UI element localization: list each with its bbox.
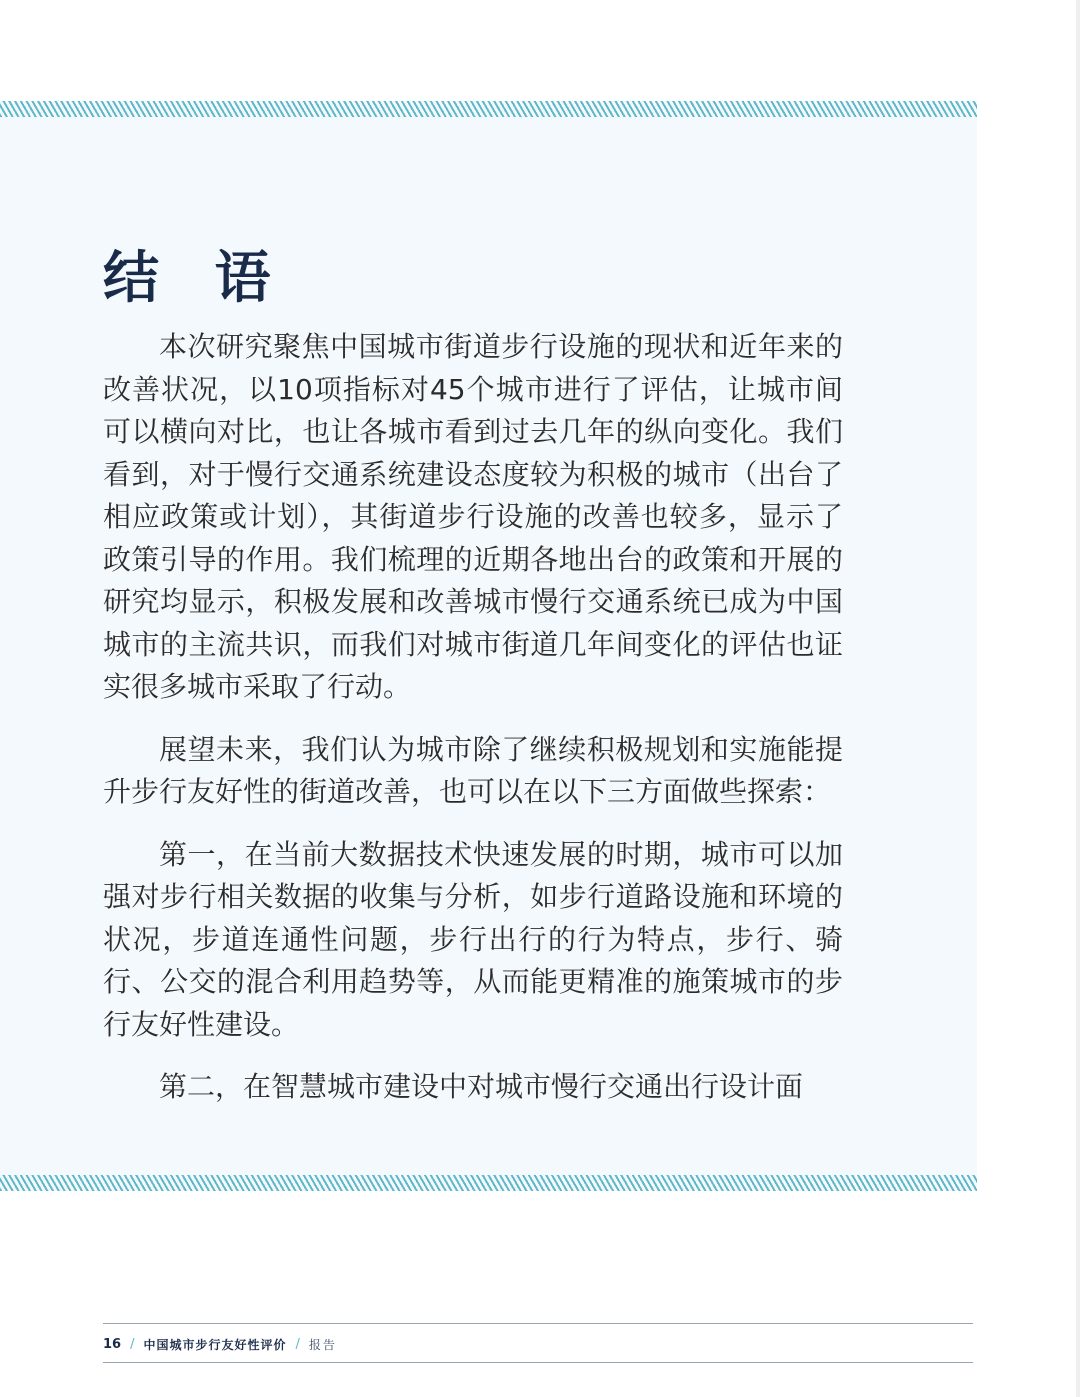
bottom-hatch-divider: [0, 1175, 977, 1191]
paragraph-3: 第一，在当前大数据技术快速发展的时期，城市可以加强对步行相关数据的收集与分析，如步行道路设施和环境的状况，步道连通性问题，步行出行的行为特点，步行、骑行、公交的混合利用趋势等，从而能更精准的施策城市的步行友好性建设。: [103, 837, 843, 1041]
paragraph-2: 展望未来，我们认为城市除了继续积极规划和实施能提升步行友好性的街道改善，也可以在以下三方面做些探索：: [103, 732, 843, 808]
page-edge: [1076, 0, 1080, 1397]
footer-doc-type: 报告: [308, 1337, 337, 1352]
page-number: 16: [103, 1336, 122, 1352]
footer-separator: /: [130, 1336, 135, 1352]
footer-doc-title: 中国城市步行友好性评价: [143, 1337, 287, 1352]
footer-bottom-rule: [103, 1362, 973, 1363]
footer-separator: /: [295, 1336, 300, 1352]
section-title: 结 语: [103, 246, 289, 311]
body-text: [103, 326, 843, 1129]
paragraph-4: 第二，在智慧城市建设中对城市慢行交通出行设计面: [159, 1070, 804, 1103]
paragraph-1: 本次研究聚焦中国城市街道步行设施的现状和近年来的改善状况，以10项指标对45个城市进行了评估，让城市间可以横向对比，也让各城市看到过去几年的纵向变化。我们看到，对于慢行交通系统建设态度较为积极的城市（出台了相应政策或计划），其街道步行设施的改善也较多，显示了政策引导的作用。我们梳理的近期各地出台的政策和开展的研究均显示，积极发展和改善城市慢行交通系统已成为中国城市的主流共识，而我们对城市街道几年间变化的评估也证实很多城市采取了行动。: [103, 330, 843, 703]
page-footer: [103, 1334, 337, 1354]
footer-top-rule: [103, 1323, 973, 1324]
top-hatch-divider: [0, 101, 977, 117]
